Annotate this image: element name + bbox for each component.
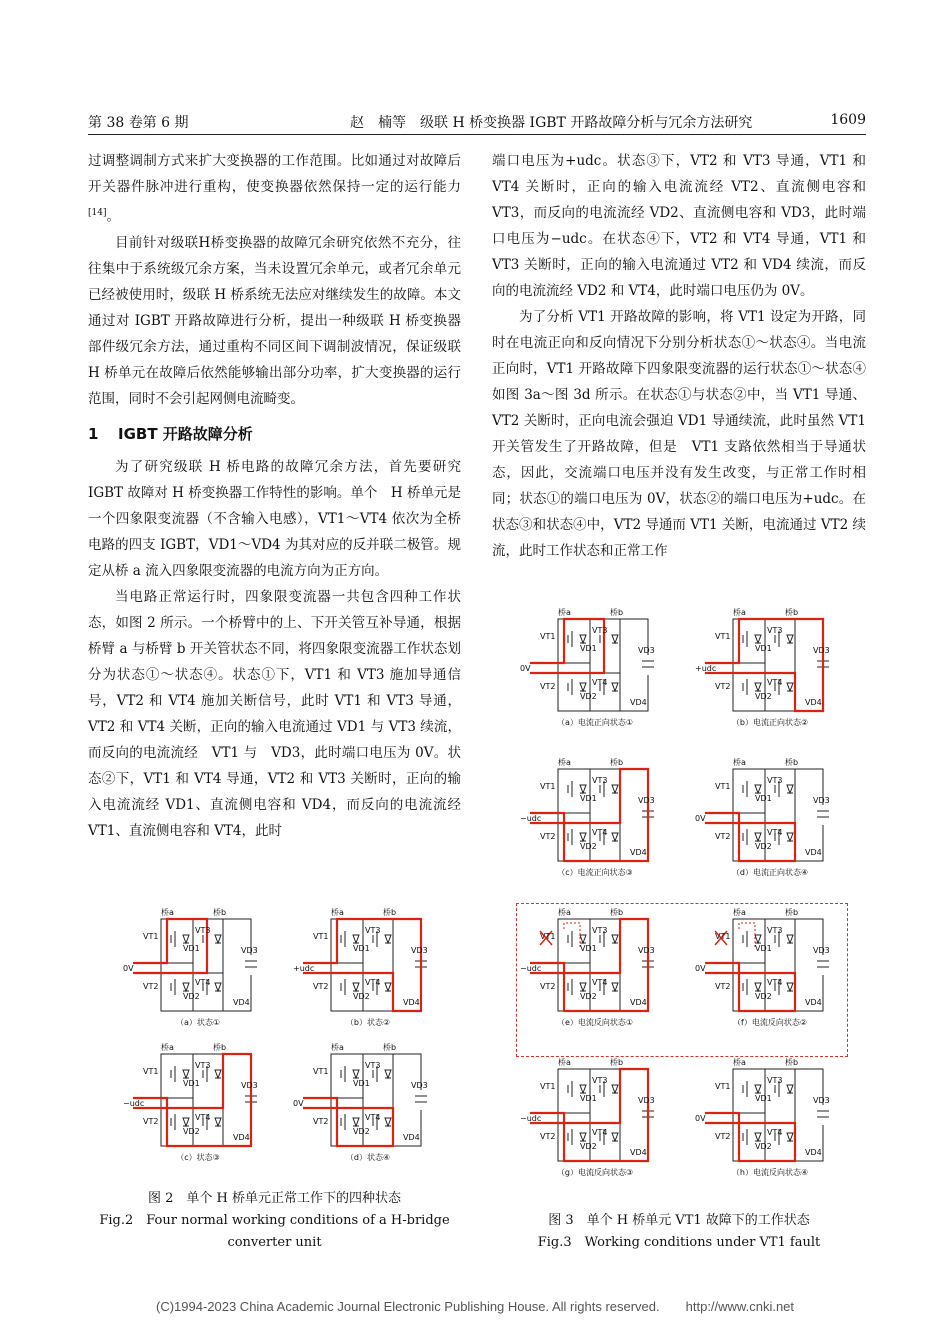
figure-3-title: 图 3 单个 H 桥单元 VT1 故障下的工作状态 Fig.3 Working conditions under VT1 fault xyxy=(537,1213,821,1250)
vt3-label: VT3 xyxy=(365,1061,381,1070)
vd2-label: VD2 xyxy=(580,692,597,701)
vt3-label: VT3 xyxy=(592,776,608,785)
subfigure-caption: （c）电流正向状态③ xyxy=(557,868,633,877)
vt3-label: VT3 xyxy=(195,926,211,935)
vd3-label: VD3 xyxy=(813,646,830,655)
vd3-label: VD3 xyxy=(638,1096,655,1105)
vd2-label: VD2 xyxy=(580,842,597,851)
port-voltage-label: 0V xyxy=(695,1114,706,1123)
vd4-label: VD4 xyxy=(805,848,822,857)
section-heading: 1 IGBT 开路故障分析 xyxy=(88,424,253,443)
port-voltage-label: −udc xyxy=(123,1099,145,1108)
h-bridge-circuit xyxy=(690,605,850,730)
subfigure-caption: （b）状态② xyxy=(345,1018,391,1027)
vt4-label: VT4 xyxy=(195,1113,211,1122)
port-voltage-label: 0V xyxy=(695,814,706,823)
vd4-label: VD4 xyxy=(805,698,822,707)
h-bridge-circuit xyxy=(118,905,278,1030)
port-voltage-label: −udc xyxy=(520,964,542,973)
bridge-a-label: 桥a xyxy=(733,1058,746,1067)
vd2-label: VD2 xyxy=(353,992,370,1001)
vt1-label: VT1 xyxy=(313,1067,329,1076)
subfigure-caption: （d）电流正向状态④ xyxy=(731,868,809,877)
subfigure-caption: （g）电流反向状态③ xyxy=(556,1168,634,1177)
vd1-label: VD1 xyxy=(755,794,772,803)
vt2-label: VT2 xyxy=(715,982,731,991)
h-bridge-circuit xyxy=(288,905,448,1030)
vd4-label: VD4 xyxy=(630,698,647,707)
paragraph: 为了分析 VT1 开路故障的影响，将 VT1 设定为开路，同时在电流正向和反向情况下分别分析状态①～状态④。当电流正向时，VT1 开路故障下四象限变流器的运行状态①～状态④如图 3a～图 3d 所示。在状态①与状态②中，当 VT1 导通、VT2 关断时，正向电流会强迫 VD1 导通续流，此时虽然 VT1 开关管发生了开路故障，但是 VT1 支路依然相当于导通状态，因此，交流端口电压并没有发生改变，与正常工作时相同；状态①的端口电压为 0V，状态②的端口电压为+udc。在状态③和状态④中，VT2 导通而 VT1 关断，电流通过 VT2 续流，此时工作状态和正常工作 xyxy=(492,309,866,559)
vd3-label: VD3 xyxy=(638,796,655,805)
vd3-label: VD3 xyxy=(411,946,428,955)
vd2-label: VD2 xyxy=(580,1142,597,1151)
vd1-label: VD1 xyxy=(183,944,200,953)
vd1-label: VD1 xyxy=(353,1079,370,1088)
vt1-label: VT1 xyxy=(143,1067,159,1076)
subfigure-caption: （h）电流反向状态④ xyxy=(731,1168,809,1177)
vd4-label: VD4 xyxy=(403,1133,420,1142)
subfigure-caption: （b）电流正向状态② xyxy=(731,718,809,727)
vd4-label: VD4 xyxy=(403,998,420,1007)
vt2-label: VT2 xyxy=(143,1117,159,1126)
vt4-label: VT4 xyxy=(195,978,211,987)
h-bridge-circuit xyxy=(690,1055,850,1180)
vd3-label: VD3 xyxy=(638,646,655,655)
vt4-label: VT4 xyxy=(592,978,608,987)
vt2-label: VT2 xyxy=(313,982,329,991)
vt1-label: VT1 xyxy=(540,1082,556,1091)
vd3-label: VD3 xyxy=(638,946,655,955)
vt3-label: VT3 xyxy=(592,626,608,635)
vd4-label: VD4 xyxy=(630,998,647,1007)
vt4-label: VT4 xyxy=(592,678,608,687)
vt3-label: VT3 xyxy=(592,1076,608,1085)
bridge-a-label: 桥a xyxy=(558,758,571,767)
bridge-b-label: 桥b xyxy=(785,908,799,917)
paragraph: 目前针对级联H桥变换器的故障冗余研究依然不充分，往往集中于系统级冗余方案，当未设置冗余单元，或者冗余单元已经被使用时，级联 H 桥系统无法应对继续发生的故障。本文通过对 IGBT 开路故障进行分析，提出一种级联 H 桥变换器部件级冗余方法，通过重构不同区间下调制波情况，保证级联 H 桥单元在故障后依然能够输出部分功率，扩大变换器的运行范围，同时不会引起网侧电流畸变。 xyxy=(88,234,461,407)
bridge-b-label: 桥b xyxy=(610,608,624,617)
bridge-b-label: 桥b xyxy=(213,1043,227,1052)
vt2-label: VT2 xyxy=(540,682,556,691)
bridge-a-label: 桥a xyxy=(161,908,174,917)
paragraph: 端口电压为+udc。状态③下，VT2 和 VT3 导通，VT1 和 VT4 关断时，正向的输入电流流经 VT2、直流侧电容和 VT3，而反向的电流流经 VD2、直流侧电容和 VD3，此时端口电压为−udc。在状态④下，VT2 和 VT4 导通，VT1 和 VT3 关断时，正向的输入电流通过 VT2 和 VD4 续流，而反向的电流流经 VD2 和 VT4，此时端口电压仍为 0V。 xyxy=(492,153,866,299)
bridge-a-label: 桥a xyxy=(558,1058,571,1067)
bridge-a-label: 桥a xyxy=(733,608,746,617)
vd3-label: VD3 xyxy=(241,946,258,955)
bridge-b-label: 桥b xyxy=(610,908,624,917)
vd2-label: VD2 xyxy=(755,992,772,1001)
subfigure-caption: （a）状态① xyxy=(175,1018,221,1027)
vt4-label: VT4 xyxy=(592,1128,608,1137)
vd3-label: VD3 xyxy=(241,1081,258,1090)
vt1-label: VT1 xyxy=(715,782,731,791)
vt2-label: VT2 xyxy=(313,1117,329,1126)
bridge-b-label: 桥b xyxy=(785,608,799,617)
vt4-label: VT4 xyxy=(767,978,783,987)
vt1-label: VT1 xyxy=(313,932,329,941)
vt2-label: VT2 xyxy=(540,1132,556,1141)
vt3-label: VT3 xyxy=(592,926,608,935)
h-bridge-circuit xyxy=(288,1040,448,1165)
bridge-a-label: 桥a xyxy=(733,758,746,767)
vt2-label: VT2 xyxy=(540,982,556,991)
vd1-label: VD1 xyxy=(755,1094,772,1103)
port-voltage-label: 0V xyxy=(123,964,134,973)
vd2-label: VD2 xyxy=(183,1127,200,1136)
vt2-label: VT2 xyxy=(540,832,556,841)
h-bridge-circuit xyxy=(515,755,675,880)
vt1-label: VT1 xyxy=(540,932,556,941)
vt1-label: VT1 xyxy=(540,632,556,641)
vd2-label: VD2 xyxy=(353,1127,370,1136)
journal-issue: 第 38 卷第 6 期 xyxy=(88,115,189,131)
vd3-label: VD3 xyxy=(813,946,830,955)
vt4-label: VT4 xyxy=(767,678,783,687)
vd2-label: VD2 xyxy=(580,992,597,1001)
vt2-label: VT2 xyxy=(715,1132,731,1141)
bridge-b-label: 桥b xyxy=(610,758,624,767)
vd2-label: VD2 xyxy=(755,842,772,851)
vt4-label: VT4 xyxy=(592,828,608,837)
vt1-label: VT1 xyxy=(715,632,731,641)
bridge-a-label: 桥a xyxy=(558,608,571,617)
vd1-label: VD1 xyxy=(183,1079,200,1088)
page-number: 1609 xyxy=(830,112,866,128)
subfigure-caption: （a）电流正向状态① xyxy=(556,718,634,727)
bridge-b-label: 桥b xyxy=(785,758,799,767)
bridge-a-label: 桥a xyxy=(558,908,571,917)
vt2-label: VT2 xyxy=(715,832,731,841)
vd4-label: VD4 xyxy=(630,848,647,857)
vd1-label: VD1 xyxy=(580,944,597,953)
vd4-label: VD4 xyxy=(630,1148,647,1157)
port-voltage-label: −udc xyxy=(520,814,542,823)
subfigure-caption: （f）电流反向状态② xyxy=(733,1018,807,1027)
vt4-label: VT4 xyxy=(365,978,381,987)
right-column xyxy=(492,148,866,564)
bridge-b-label: 桥b xyxy=(785,1058,799,1067)
port-voltage-label: 0V xyxy=(520,664,531,673)
vt3-label: VT3 xyxy=(767,776,783,785)
page-header xyxy=(88,112,866,135)
h-bridge-circuit xyxy=(515,1055,675,1180)
figure-2-title: 图 2 单个 H 桥单元正常工作下的四种状态 Fig.2 Four normal working conditions of a H-bridge converter unit xyxy=(99,1191,450,1250)
paragraph: 为了研究级联 H 桥电路的故障冗余方法，首先要研究 IGBT 故障对 H 桥变换器工作特性的影响。单个 H 桥单元是一个四象限变流器（不含输入电感），VT1～VT4 依次为全桥电路的四支 IGBT，VD1～VD4 为其对应的反并联二极管。规定从桥 a 流入四象限变流器的电流方向为正方向。 xyxy=(88,458,461,579)
vt4-label: VT4 xyxy=(767,1128,783,1137)
vt2-label: VT2 xyxy=(715,682,731,691)
vt3-label: VT3 xyxy=(195,1061,211,1070)
vt3-label: VT3 xyxy=(365,926,381,935)
vd4-label: VD4 xyxy=(233,1133,250,1142)
port-voltage-label: −udc xyxy=(520,1114,542,1123)
vd2-label: VD2 xyxy=(755,692,772,701)
vd2-label: VD2 xyxy=(755,1142,772,1151)
vd1-label: VD1 xyxy=(353,944,370,953)
bridge-b-label: 桥b xyxy=(383,1043,397,1052)
paragraph: 当电路正常运行时，四象限变流器一共包含四种工作状态，如图 2 所示。一个桥臂中的上、下开关管互补导通，根据桥臂 a 与桥臂 b 开关管状态不同，将四象限变流器工作状态划分为状态①～状态④。状态①下，VT1 和 VT3 施加导通信号，VT2 和 VT4 施加关断信号，此时 VT1 和 VT3 导通，VT2 和 VT4 关断，正向的输入电流通过 VD1 与 VT3 续流，而反向的电流流经 VT1 与 VD3，此时端口电压为 0V。状态②下，VT1 和 VT4 导通，VT2 和 VT3 关断时，正向的输入电流流经 VD1、直流侧电容和 VD4，而反向的电流流经 VT1、直流侧电容和 VT4，此时 xyxy=(88,588,461,839)
subfigure-caption: （d）状态④ xyxy=(345,1153,391,1162)
subfigure-caption: （e）电流反向状态① xyxy=(556,1018,634,1027)
bridge-a-label: 桥a xyxy=(733,908,746,917)
vt1-label: VT1 xyxy=(715,932,731,941)
vd1-label: VD1 xyxy=(580,794,597,803)
vt4-label: VT4 xyxy=(365,1113,381,1122)
figure-2 xyxy=(118,905,448,1165)
bridge-a-label: 桥a xyxy=(161,1043,174,1052)
bridge-b-label: 桥b xyxy=(383,908,397,917)
vt4-label: VT4 xyxy=(767,828,783,837)
vd4-label: VD4 xyxy=(233,998,250,1007)
vd1-label: VD1 xyxy=(580,1094,597,1103)
vt3-label: VT3 xyxy=(767,1076,783,1085)
vd3-label: VD3 xyxy=(411,1081,428,1090)
vd1-label: VD1 xyxy=(755,644,772,653)
h-bridge-circuit xyxy=(690,755,850,880)
bridge-a-label: 桥a xyxy=(331,908,344,917)
vd3-label: VD3 xyxy=(813,1096,830,1105)
vt2-label: VT2 xyxy=(143,982,159,991)
vt3-label: VT3 xyxy=(767,926,783,935)
h-bridge-circuit xyxy=(118,1040,278,1165)
vd4-label: VD4 xyxy=(805,1148,822,1157)
vd4-label: VD4 xyxy=(805,998,822,1007)
port-voltage-label: 0V xyxy=(695,964,706,973)
bridge-b-label: 桥b xyxy=(610,1058,624,1067)
fault-group-box xyxy=(516,903,848,1057)
paragraph: 过调整调制方式来扩大变换器的工作范围。比如通过对故障后开关器件脉冲进行重构，使变换器依然保持一定的运行能力[14]。 xyxy=(88,153,461,225)
bridge-a-label: 桥a xyxy=(331,1043,344,1052)
vd2-label: VD2 xyxy=(183,992,200,1001)
vd1-label: VD1 xyxy=(755,944,772,953)
h-bridge-circuit xyxy=(515,605,675,730)
port-voltage-label: +udc xyxy=(293,964,315,973)
vd3-label: VD3 xyxy=(813,796,830,805)
subfigure-caption: （c）状态③ xyxy=(176,1153,220,1162)
vt3-label: VT3 xyxy=(767,626,783,635)
vd1-label: VD1 xyxy=(580,644,597,653)
running-title: 赵 楠等 级联 H 桥变换器 IGBT 开路故障分析与冗余方法研究 xyxy=(350,115,753,131)
port-voltage-label: 0V xyxy=(293,1099,304,1108)
copyright-footer: (C)1994-2023 China Academic Journal Electronic Publishing House. All rights reserved. http://www.cnki.net xyxy=(155,1299,795,1314)
port-voltage-label: +udc xyxy=(695,664,717,673)
bridge-b-label: 桥b xyxy=(213,908,227,917)
left-column xyxy=(88,148,461,844)
vt1-label: VT1 xyxy=(715,1082,731,1091)
vt1-label: VT1 xyxy=(540,782,556,791)
vt1-label: VT1 xyxy=(143,932,159,941)
